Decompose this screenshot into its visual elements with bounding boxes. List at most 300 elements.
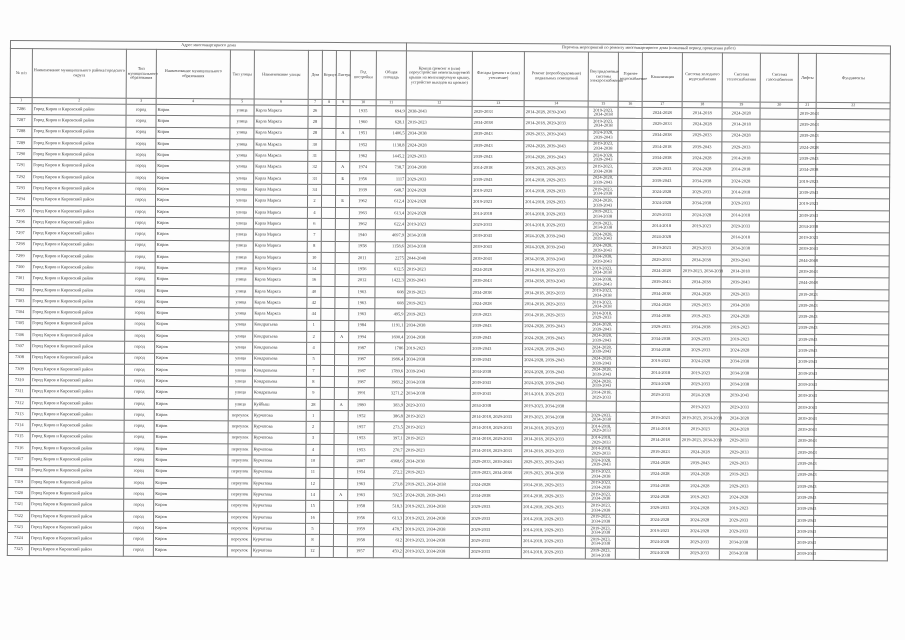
table-cell: 1958: [347, 535, 373, 546]
table-cell: Киров: [154, 500, 228, 512]
table-cell: [321, 196, 335, 207]
table-cell: 2014-2018, 2029-2033: [522, 479, 586, 491]
table-cell: 2024-2028, 2039-2043: [588, 197, 618, 208]
table-cell: [617, 356, 641, 367]
table-cell: [815, 300, 889, 312]
column-number: 17: [642, 101, 682, 107]
table-cell: Киров: [154, 477, 228, 489]
table-cell: 2024-2028, 2039-2043: [588, 130, 618, 141]
column-number: 3: [126, 98, 156, 104]
table-cell: 608: [375, 298, 405, 309]
table-cell: 2034-2038: [721, 368, 759, 380]
table-cell: Карла Маркса: [253, 252, 307, 264]
table-cell: 1986,4: [375, 354, 405, 365]
table-cell: 2019-2023: [721, 334, 759, 346]
table-cell: 2024-2028: [681, 288, 721, 300]
table-cell: 2019-2023, 2034-2038: [404, 501, 470, 513]
table-cell: 7298: [9, 239, 31, 250]
table-cell: 28: [308, 128, 322, 139]
table-cell: 2039-2043: [797, 300, 815, 311]
table-cell: улица: [229, 252, 253, 263]
table-cell: город: [125, 308, 155, 319]
table-cell: улица: [230, 139, 254, 150]
table-cell: 2019-2023, 2034-2038: [586, 480, 616, 491]
table-cell: 7301: [9, 273, 31, 284]
column-number: 15: [588, 101, 618, 107]
table-cell: 1983,2: [374, 377, 404, 388]
table-cell: [814, 447, 888, 459]
table-cell: 10: [306, 456, 320, 467]
table-cell: 1939: [350, 185, 376, 196]
table-cell: 9: [306, 388, 320, 399]
table-cell: [758, 492, 796, 504]
table-cell: 2024-2028: [639, 548, 679, 560]
table-cell: 7: [306, 365, 320, 376]
table-cell: 2039-2043: [796, 481, 814, 492]
table-cell: Курчатова: [252, 466, 306, 478]
table-cell: 1952: [348, 411, 374, 422]
table-cell: улица: [228, 365, 252, 376]
table-cell: 1963: [349, 298, 375, 309]
table-cell: 2024-2028: [640, 491, 680, 503]
table-cell: 2024-2028: [680, 480, 720, 492]
table-cell: 2034-2038, 2039-2043: [523, 276, 587, 288]
table-cell: [758, 436, 796, 448]
table-cell: Курчатова: [251, 546, 305, 558]
table-cell: [616, 469, 640, 480]
table-cell: 1953: [348, 444, 374, 455]
table-cell: 2014-2018: [472, 163, 524, 175]
table-cell: 1987: [349, 343, 375, 354]
table-cell: 2024-2028: [680, 447, 720, 459]
table-cell: 2024-2028: [722, 108, 760, 120]
table-cell: 2029-2033: [681, 334, 721, 346]
table-cell: город: [126, 183, 156, 194]
table-cell: 2014-2018, 2029-2033: [522, 434, 586, 446]
column-number: 5: [230, 99, 254, 105]
table-cell: 2029-2033: [642, 164, 682, 176]
table-cell: [335, 286, 349, 297]
table-cell: город: [125, 206, 155, 217]
table-cell: Город Киров и Кировский район: [31, 341, 125, 353]
table-cell: улица: [229, 308, 253, 319]
table-cell: 2019-2023: [640, 525, 680, 537]
table-cell: 2024-2028, 2039-2043: [523, 355, 587, 367]
table-cell: 608: [375, 286, 405, 297]
table-cell: Город Киров и Кировский район: [31, 318, 125, 330]
table-cell: 2039-2043: [796, 492, 814, 503]
table-cell: 1987: [348, 365, 374, 376]
table-cell: [334, 478, 348, 489]
table-cell: [617, 254, 641, 265]
table-cell: город: [124, 421, 154, 432]
table-cell: 2029-2033: [681, 300, 721, 312]
table-cell: 478,7: [373, 524, 403, 535]
table-cell: город: [124, 500, 154, 511]
table-cell: переулок: [228, 444, 252, 455]
table-cell: [760, 131, 798, 143]
table-cell: [758, 470, 796, 482]
table-cell: Карла Маркса: [253, 195, 307, 207]
table-cell: 28: [308, 117, 322, 128]
table-cell: 2019-2023: [681, 221, 721, 233]
table-cell: 2019-2023: [721, 322, 759, 334]
table-cell: Город Киров и Кировский район: [30, 397, 124, 409]
table-cell: 2024-2028: [642, 198, 682, 210]
table-cell: [321, 207, 335, 218]
table-cell: Город Киров и Кировский район: [32, 183, 126, 195]
table-cell: 2039-2043: [472, 152, 524, 164]
table-cell: улица: [230, 150, 254, 161]
table-cell: 7324: [7, 533, 29, 544]
table-cell: 2029-2033, 2039-2043: [522, 457, 586, 469]
table-cell: 2039-2043: [472, 129, 524, 141]
column-number: 14: [524, 101, 588, 107]
table-cell: 2034-2038: [642, 153, 682, 165]
table-cell: 1962: [350, 151, 376, 162]
table-cell: [814, 413, 888, 425]
table-cell: [759, 334, 797, 346]
table-cell: Город Киров и Кировский район: [30, 499, 124, 511]
table-cell: 495,9: [375, 309, 405, 320]
table-cell: 2039-2043: [471, 344, 523, 356]
table-cell: 7318: [8, 465, 30, 476]
table-cell: 2019-2023: [472, 185, 524, 197]
column-number: 11: [376, 100, 406, 106]
table-cell: [758, 458, 796, 470]
table-cell: [814, 515, 888, 527]
table-cell: 2029-2033: [470, 513, 522, 525]
table-cell: 2: [307, 196, 321, 207]
table-cell: город: [123, 522, 153, 533]
table-cell: А: [334, 399, 348, 410]
table-cell: 2019-2023, 2034-2038: [587, 288, 617, 299]
table-cell: 2039-2043: [641, 277, 681, 289]
table-cell: [333, 523, 347, 534]
table-cell: 2029-2033: [720, 481, 758, 493]
table-cell: 397,1: [374, 433, 404, 444]
column-number: 19: [722, 102, 760, 108]
table-cell: 2019-2023: [405, 309, 471, 321]
table-cell: 2029-2033: [720, 435, 758, 447]
table-cell: 2019-2023: [680, 424, 720, 436]
table-cell: Киров: [153, 534, 227, 546]
table-cell: 612,4: [375, 196, 405, 207]
table-cell: 2039-2043: [796, 459, 814, 470]
table-cell: город: [125, 195, 155, 206]
table-cell: 2034-2038: [641, 311, 681, 323]
table-cell: 2039-2043: [682, 141, 722, 153]
table-cell: Киров: [155, 296, 229, 308]
table-cell: 2034-2038: [642, 130, 682, 142]
table-cell: А: [336, 128, 350, 139]
table-cell: [320, 444, 334, 455]
table-cell: 2019-2023, 2034-2038: [586, 514, 616, 525]
column-header: Дом: [308, 50, 322, 99]
table-cell: Киров: [154, 387, 228, 399]
table-cell: 2019-2023, 2034-2038: [680, 435, 720, 447]
table-cell: 2024-2028, 2039-2043: [587, 322, 617, 333]
table-cell: переулок: [227, 545, 251, 556]
table-cell: [586, 401, 616, 412]
table-cell: Киров: [154, 376, 228, 388]
table-cell: [758, 424, 796, 436]
table-cell: 2019-2023: [640, 446, 680, 458]
table-cell: 2039-2043: [796, 515, 814, 526]
table-cell: город: [124, 454, 154, 465]
table-cell: переулок: [228, 489, 252, 500]
table-cell: [814, 470, 888, 482]
table-cell: 7323: [7, 521, 29, 532]
table-cell: [334, 444, 348, 455]
table-cell: 1952: [350, 139, 376, 150]
table-cell: город: [126, 127, 156, 138]
table-cell: [760, 210, 798, 222]
table-container: [7, 40, 891, 561]
table-cell: 2039-2043: [796, 504, 814, 515]
address-group-title: Адрес многоквартирного дома: [10, 41, 406, 51]
table-cell: [320, 399, 334, 410]
table-cell: город: [125, 240, 155, 251]
table-cell: [618, 130, 642, 141]
table-cell: 1957: [348, 422, 374, 433]
table-cell: 2019-2023, 2034-2038: [588, 209, 618, 220]
table-cell: 2024-2028, 2039-2043: [523, 321, 587, 333]
table-cell: 2039-2043: [471, 377, 523, 389]
table-cell: улица: [229, 195, 253, 206]
table-cell: [814, 526, 888, 538]
table-cell: [758, 515, 796, 527]
table-cell: переулок: [228, 410, 252, 421]
table-cell: [760, 176, 798, 188]
column-number: 1: [10, 98, 32, 104]
table-cell: 2019-2023, 2034-2038: [586, 469, 616, 480]
table-cell: 2039-2043: [797, 357, 815, 368]
table-cell: [617, 243, 641, 254]
table-cell: 1963: [348, 490, 374, 501]
table-cell: 1963: [349, 286, 375, 297]
table-cell: Киров: [155, 285, 229, 297]
column-header: Система газоснабжения: [760, 53, 798, 102]
table-cell: 2039-2043: [405, 366, 471, 378]
table-cell: 1984: [349, 320, 375, 331]
table-cell: город: [124, 387, 154, 398]
table-cell: 2034-2038: [404, 388, 470, 400]
table-cell: 622,4: [375, 219, 405, 230]
table-cell: 2034-2038: [681, 277, 721, 289]
table-cell: Киров: [154, 432, 228, 444]
table-cell: [321, 331, 335, 342]
table-cell: город: [124, 443, 154, 454]
table-cell: [758, 413, 796, 425]
table-cell: [321, 252, 335, 263]
table-cell: 2024-2028: [641, 266, 681, 278]
table-cell: [759, 323, 797, 335]
table-cell: 2019-2023: [472, 197, 524, 209]
table-cell: 2039-2043: [797, 266, 815, 277]
column-header: Наименование муниципального образования: [156, 49, 230, 98]
table-cell: улица: [229, 240, 253, 251]
table-cell: город: [125, 274, 155, 285]
table-cell: [759, 244, 797, 256]
table-cell: 2014-2018, 2029-2033: [586, 389, 616, 400]
table-cell: 2024-2028, 2039-2043: [523, 333, 587, 345]
table-cell: 2024-2028: [721, 345, 759, 357]
table-cell: 2019-2023, 2034-2038: [403, 546, 469, 558]
table-cell: [618, 209, 642, 220]
table-cell: 3: [306, 433, 320, 444]
table-cell: 2019-2023, 2034-2038: [587, 220, 617, 231]
table-cell: 7300: [9, 262, 31, 273]
table-cell: 2039-2043: [721, 277, 759, 289]
table-cell: 2024-2028: [641, 299, 681, 311]
table-cell: [321, 230, 335, 241]
table-cell: [334, 388, 348, 399]
table-cell: 2024-2028: [406, 208, 472, 220]
table-cell: [618, 186, 642, 197]
table-cell: 2011: [349, 252, 375, 263]
table-cell: 31: [308, 151, 322, 162]
table-cell: [813, 549, 887, 561]
table-cell: 1445,2: [376, 151, 406, 162]
column-header: Лифты: [798, 53, 816, 102]
table-cell: [321, 286, 335, 297]
table-cell: город: [126, 149, 156, 160]
table-cell: 2014-2018, 2029-2033: [470, 423, 522, 435]
table-cell: 2024-2028, 2039-2043: [523, 231, 587, 243]
table-cell: 2039-2043: [795, 549, 813, 560]
table-cell: 2024-2028: [680, 526, 720, 538]
table-cell: [320, 456, 334, 467]
table-cell: Карла Маркса: [254, 150, 308, 162]
table-cell: 2034-2038, 2039-2043: [587, 276, 617, 287]
table-cell: улица: [229, 263, 253, 274]
table-cell: 2039-2043: [798, 210, 816, 221]
table-cell: [816, 131, 890, 143]
table-cell: [322, 139, 336, 150]
table-cell: улица: [229, 218, 253, 229]
table-cell: [759, 300, 797, 312]
table-cell: 2019-2023: [471, 310, 523, 322]
table-cell: 2029-2033: [642, 119, 682, 131]
table-cell: город: [124, 375, 154, 386]
table-cell: Карла Маркса: [254, 161, 308, 173]
table-cell: 2014-2018, 2029-2033: [523, 299, 587, 311]
table-cell: [617, 378, 641, 389]
table-cell: 5: [305, 523, 319, 534]
table-cell: улица: [229, 207, 253, 218]
table-cell: Киров: [156, 138, 230, 150]
table-cell: улица: [229, 319, 253, 330]
table-cell: 2019-2023, 2029-2033: [524, 163, 588, 175]
table-cell: 272,2: [374, 467, 404, 478]
table-cell: [758, 537, 796, 549]
table-cell: [616, 503, 640, 514]
table-cell: Карла Маркса: [254, 116, 308, 128]
table-cell: город: [125, 330, 155, 341]
table-cell: [616, 514, 640, 525]
table-cell: 1951: [350, 128, 376, 139]
table-cell: [617, 367, 641, 378]
table-cell: 2024-2028: [720, 492, 758, 504]
table-cell: 2034-2038: [470, 400, 522, 412]
table-cell: 2034-2038: [405, 354, 471, 366]
table-cell: 2024-2028: [406, 140, 472, 152]
table-cell: 2014-2018: [722, 210, 760, 222]
table-cell: Город Киров и Кировский район: [29, 522, 123, 534]
table-cell: 2034-2038: [682, 175, 722, 187]
table-cell: 2014-2018, 2029-2033: [522, 491, 586, 503]
table-cell: Город Киров и Кировский район: [31, 205, 125, 217]
table-cell: [321, 275, 335, 286]
table-cell: 2019-2023, 2034-2038: [522, 400, 586, 412]
table-cell: [322, 128, 336, 139]
table-cell: 7296: [9, 216, 31, 227]
table-cell: город: [126, 172, 156, 183]
table-cell: [617, 231, 641, 242]
table-cell: [815, 334, 889, 346]
table-cell: [815, 233, 889, 245]
table-cell: [816, 199, 890, 211]
table-cell: 2039-2043: [796, 436, 814, 447]
table-cell: Курчатова: [252, 421, 306, 433]
table-cell: 694,9: [376, 106, 406, 117]
table-cell: 1191,1: [375, 320, 405, 331]
table-cell: Город Киров и Кировский район: [30, 386, 124, 398]
table-cell: [760, 165, 798, 177]
table-cell: Киров: [154, 398, 228, 410]
table-cell: 1987: [349, 354, 375, 365]
table-cell: Киров: [156, 161, 230, 173]
table-cell: 2029-2033: [472, 106, 524, 118]
table-cell: 1958: [349, 241, 375, 252]
table-cell: 7314: [8, 420, 30, 431]
table-cell: 1953: [348, 433, 374, 444]
table-cell: [335, 230, 349, 241]
table-cell: переулок: [228, 432, 252, 443]
table-cell: [816, 154, 890, 166]
table-cell: [334, 411, 348, 422]
table-cell: Город Киров и Кировский район: [31, 284, 125, 296]
table-cell: [336, 117, 350, 128]
table-cell: Карла Маркса: [253, 229, 307, 241]
table-cell: улица: [229, 286, 253, 297]
table-cell: 1962: [349, 219, 375, 230]
table-cell: 2024-2028, 2039-2043: [587, 378, 617, 389]
table-cell: [321, 241, 335, 252]
table-cell: 2029-2033: [406, 174, 472, 186]
table-cell: 7286: [10, 104, 32, 115]
table-cell: Город Киров и Кировский район: [32, 160, 126, 172]
table-cell: [814, 481, 888, 493]
table-cell: 2014-2028, 2039-2043: [524, 107, 588, 119]
column-header: Внутридомовые системы электроснабжения: [588, 52, 618, 101]
table-cell: [335, 275, 349, 286]
table-cell: А: [335, 331, 349, 342]
table-cell: 2019-2023: [797, 289, 815, 300]
table-cell: Карла Маркса: [253, 263, 307, 275]
table-cell: 2019-2023, 2034-2038: [404, 524, 470, 536]
table-cell: 2024-2028: [471, 264, 523, 276]
table-cell: 648,7: [376, 185, 406, 196]
table-cell: 2019-2023, 2034-2038: [404, 479, 470, 491]
table-cell: 2019-2023, 2034-2038: [588, 118, 618, 129]
table-cell: 738,7: [376, 162, 406, 173]
column-number: 8: [322, 99, 336, 105]
table-cell: Киров: [154, 488, 228, 500]
table-cell: [760, 198, 798, 210]
table-cell: улица: [229, 342, 253, 353]
